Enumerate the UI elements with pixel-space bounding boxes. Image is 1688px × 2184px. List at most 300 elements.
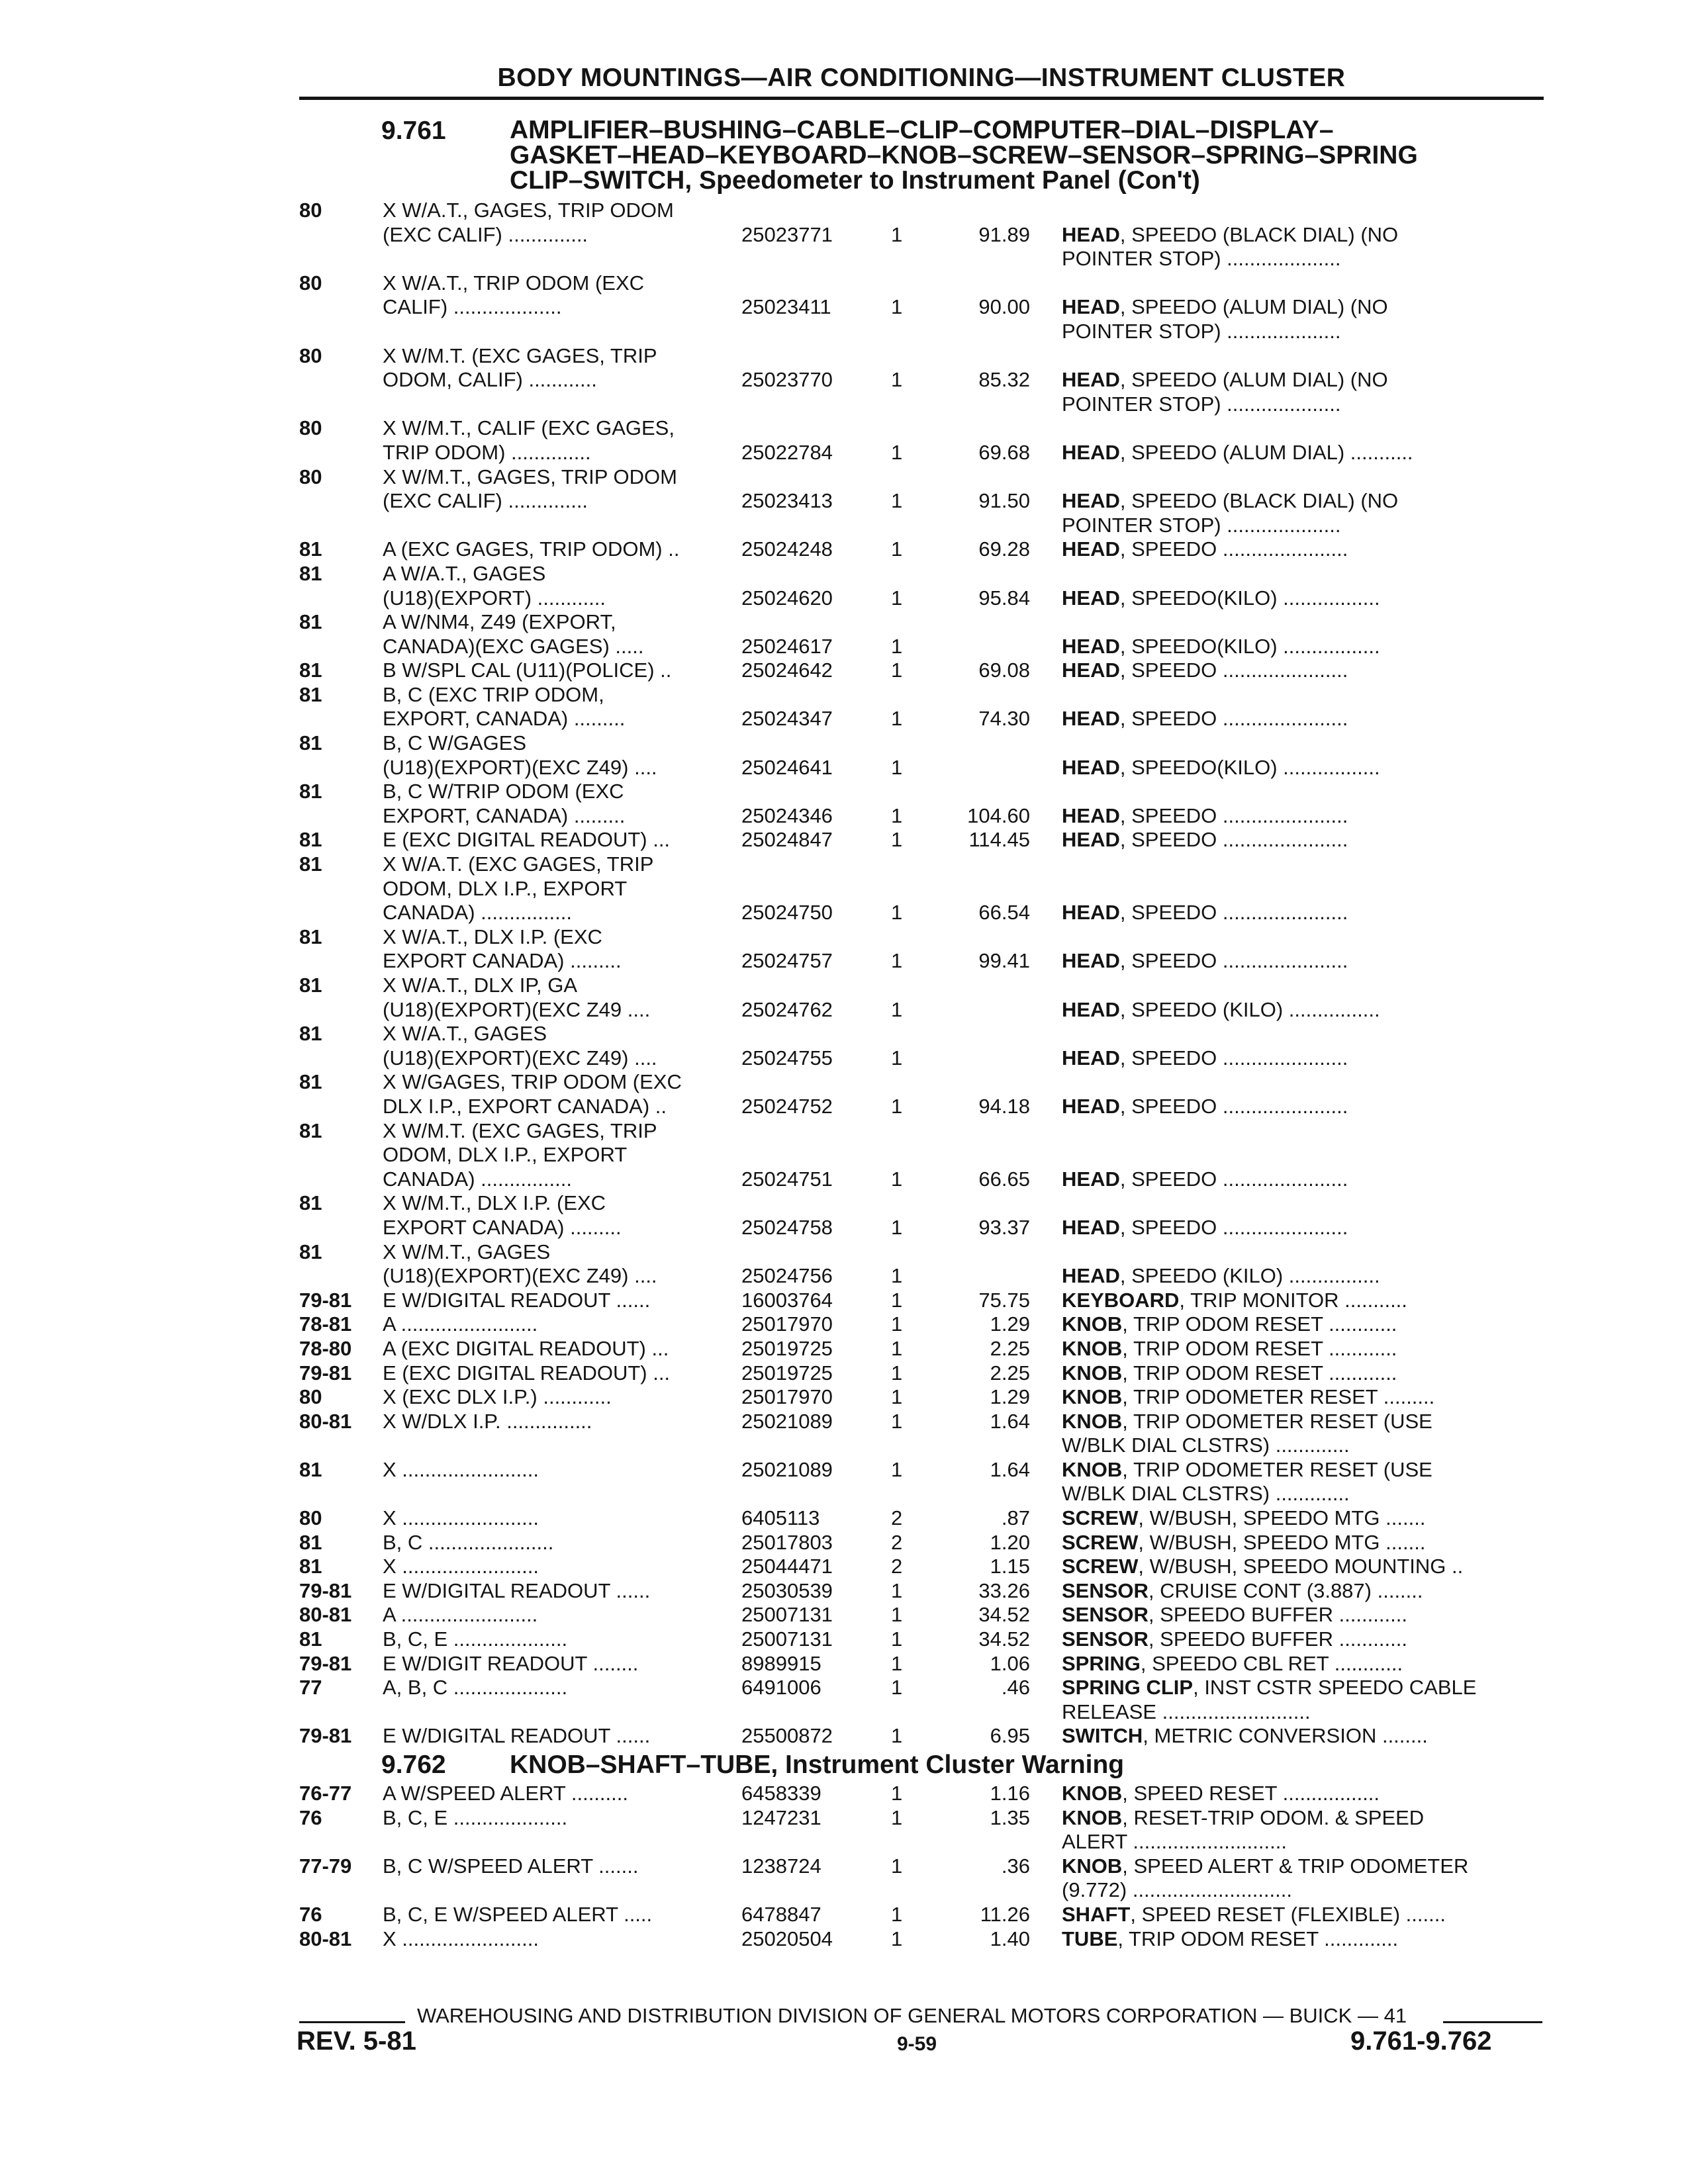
part-name-cell	[1062, 1652, 1541, 1676]
revision-label: REV. 5-81	[297, 2026, 416, 2056]
part-name-bold: SCREW	[1062, 1530, 1139, 1554]
price-cell: 1.64	[990, 1457, 1030, 1481]
part-name-bold: SENSOR	[1062, 1578, 1149, 1602]
section-title-line3: CLIP–SWITCH, Speedometer to Instrument Panel (Con't)	[510, 166, 1200, 195]
page-header: BODY MOUNTINGS—AIR CONDITIONING—INSTRUMENT CLUSTER	[497, 64, 1346, 92]
table-row	[0, 1240, 1688, 1265]
part-name-cell	[1062, 1506, 1541, 1531]
part-number-cell: 25024762	[741, 997, 833, 1021]
description-cell: E (EXC DIGITAL READOUT) ...	[383, 828, 671, 852]
table-row	[0, 1289, 1688, 1313]
part-name-cell	[1062, 1361, 1541, 1386]
table-row	[0, 1264, 1688, 1289]
part-name-bold: HEAD	[1062, 755, 1120, 779]
part-name-text: , W/BUSH, SPEEDO MTG .......	[1138, 1530, 1426, 1554]
part-name-text: , SPEEDO(KILO) .................	[1119, 586, 1380, 610]
quantity-cell: 2	[891, 1530, 903, 1554]
table-row	[0, 731, 1688, 756]
part-name-text: , SPEEDO (KILO) ................	[1119, 1264, 1380, 1288]
quantity-cell: 1	[891, 586, 903, 610]
part-number-cell: 25030539	[741, 1578, 833, 1602]
part-name-bold: TUBE	[1062, 1927, 1118, 1950]
description-cell: X W/M.T., GAGES	[383, 1240, 551, 1263]
table-row	[0, 1482, 1688, 1506]
table-row	[0, 465, 1688, 490]
quantity-cell: 1	[891, 1046, 903, 1069]
part-name-text: , TRIP ODOM RESET ............	[1122, 1361, 1397, 1385]
part-name-bold: HEAD	[1062, 1046, 1120, 1069]
description-cell: B, C, E W/SPEED ALERT .....	[383, 1902, 653, 1926]
table-row	[0, 925, 1688, 950]
part-name-text: , W/BUSH, SPEEDO MTG .......	[1138, 1506, 1426, 1530]
table-row	[0, 1216, 1688, 1240]
part-name-bold: HEAD	[1062, 537, 1120, 561]
part-number-cell: 25007131	[741, 1627, 833, 1651]
price-cell: 95.84	[978, 586, 1030, 610]
part-name-bold: HEAD	[1062, 1264, 1120, 1288]
price-cell: 1.16	[990, 1782, 1030, 1805]
table-row	[0, 489, 1688, 514]
table-row	[0, 1603, 1688, 1627]
table-row	[0, 1627, 1688, 1652]
year-cell: 77-79	[299, 1854, 352, 1878]
table-row	[0, 199, 1688, 223]
price-cell: 114.45	[968, 828, 1030, 852]
description-cell: EXPORT, CANADA) .........	[383, 803, 626, 827]
table-row	[0, 756, 1688, 780]
part-name-text: , SPEED ALERT & TRIP ODOMETER	[1122, 1854, 1469, 1878]
table-row	[0, 1070, 1688, 1095]
quantity-cell: 1	[891, 1676, 903, 1700]
price-cell: 74.30	[978, 707, 1030, 731]
table-row	[0, 1167, 1688, 1192]
part-name-cell	[1062, 1903, 1541, 1927]
quantity-cell: 1	[891, 755, 903, 779]
price-cell: 2.25	[990, 1336, 1030, 1360]
part-name-bold: HEAD	[1062, 295, 1120, 319]
year-cell: 80	[299, 416, 322, 440]
price-cell: 85.32	[978, 368, 1030, 392]
description-cell: X W/M.T., DLX I.P. (EXC	[383, 1191, 606, 1215]
description-cell: X W/DLX I.P. ...............	[383, 1409, 592, 1433]
table-row	[0, 828, 1688, 852]
description-cell: (U18)(EXPORT) ............	[383, 586, 606, 610]
year-cell: 81	[299, 828, 322, 852]
section-title-line2: GASKET–HEAD–KEYBOARD–KNOB–SCREW–SENSOR–SPRING–SPRING	[510, 141, 1418, 169]
part-name-cell	[1062, 392, 1541, 417]
table-row	[0, 344, 1688, 369]
price-cell: .87	[1001, 1506, 1030, 1530]
description-cell: EXPORT, CANADA) .........	[383, 707, 626, 731]
part-name-bold: HEAD	[1062, 901, 1120, 925]
part-name-cell	[1062, 1724, 1541, 1749]
year-cell: 80-81	[299, 1409, 352, 1433]
description-cell: E W/DIGIT READOUT ........	[383, 1651, 639, 1675]
table-row	[0, 586, 1688, 611]
part-name-text: , SPEEDO ......................	[1119, 1046, 1348, 1069]
description-cell: ODOM, DLX I.P., EXPORT	[383, 1143, 628, 1167]
description-cell: A (EXC DIGITAL READOUT) ...	[383, 1336, 669, 1360]
part-number-cell: 25024756	[741, 1264, 833, 1288]
table-row	[0, 1700, 1688, 1725]
description-cell: (EXC CALIF) ..............	[383, 489, 588, 513]
part-name-text: POINTER STOP) ....................	[1062, 247, 1341, 271]
part-name-text: , SPEEDO (BLACK DIAL) (NO	[1119, 489, 1399, 513]
part-name-text: , TRIP ODOM RESET .............	[1117, 1927, 1399, 1950]
part-name-cell	[1062, 247, 1541, 271]
part-name-bold: HEAD	[1062, 586, 1120, 610]
description-cell: X W/A.T. (EXC GAGES, TRIP	[383, 852, 654, 876]
part-name-bold: HEAD	[1062, 1167, 1120, 1191]
table-row	[0, 1724, 1688, 1749]
part-name-cell	[1062, 295, 1541, 320]
part-number-cell: 1238724	[741, 1854, 821, 1878]
description-cell: (U18)(EXPORT)(EXC Z49) ....	[383, 1264, 657, 1288]
table-row	[0, 223, 1688, 248]
part-name-cell	[1062, 1410, 1541, 1434]
quantity-cell: 1	[891, 1288, 903, 1312]
quantity-cell: 1	[891, 1312, 903, 1336]
quantity-cell: 1	[891, 1603, 903, 1627]
part-name-text: , SPEEDO (ALUM DIAL) (NO	[1119, 368, 1388, 392]
year-cell: 80	[299, 1385, 322, 1409]
part-name-text: , SPEEDO ......................	[1119, 1167, 1348, 1191]
part-name-cell	[1062, 1337, 1541, 1361]
part-name-text: , SPEEDO ......................	[1119, 803, 1348, 827]
part-name-bold: HEAD	[1062, 1215, 1120, 1239]
price-cell: .36	[1001, 1854, 1030, 1878]
part-name-bold: HEAD	[1062, 634, 1120, 658]
table-row	[0, 1361, 1688, 1386]
description-cell: X W/A.T., DLX I.P. (EXC	[383, 925, 602, 948]
part-name-cell	[1062, 1385, 1541, 1410]
price-cell: 66.54	[978, 901, 1030, 925]
part-name-text: , SPEEDO ......................	[1119, 901, 1348, 925]
section2-title: KNOB–SHAFT–TUBE, Instrument Cluster Warning	[510, 1751, 1125, 1779]
description-cell: CANADA) ................	[383, 901, 572, 925]
year-cell: 81	[299, 1627, 322, 1651]
part-name-cell	[1062, 489, 1541, 514]
part-number-cell: 25023411	[741, 295, 831, 319]
quantity-cell: 1	[891, 1651, 903, 1675]
part-name-cell	[1062, 1700, 1541, 1725]
description-cell: A ........................	[383, 1312, 538, 1336]
year-cell: 80	[299, 199, 322, 222]
description-cell: X W/GAGES, TRIP ODOM (EXC	[383, 1070, 682, 1094]
part-name-cell	[1062, 1046, 1541, 1071]
part-name-bold: KNOB	[1062, 1805, 1123, 1829]
part-name-text: , SPEEDO (ALUM DIAL) ...........	[1119, 440, 1413, 464]
description-cell: B W/SPL CAL (U11)(POLICE) ..	[383, 659, 672, 682]
description-cell: B, C (EXC TRIP ODOM,	[383, 682, 604, 706]
part-number-cell: 25017970	[741, 1385, 833, 1409]
table-row	[0, 1410, 1688, 1434]
year-cell: 76-77	[299, 1782, 352, 1805]
part-name-bold: KNOB	[1062, 1782, 1123, 1805]
part-name-cell	[1062, 1878, 1541, 1903]
part-name-text: , SPEEDO ......................	[1119, 537, 1348, 561]
part-name-cell	[1062, 1854, 1541, 1879]
part-name-bold: KNOB	[1062, 1409, 1123, 1433]
part-name-cell	[1062, 1264, 1541, 1289]
part-name-bold: HEAD	[1062, 949, 1120, 973]
table-row	[0, 1506, 1688, 1531]
quantity-cell: 1	[891, 1264, 903, 1288]
part-name-text: , TRIP ODOM RESET ............	[1122, 1336, 1397, 1360]
description-cell: B, C W/SPEED ALERT .......	[383, 1854, 639, 1878]
table-row	[0, 1143, 1688, 1167]
table-row	[0, 1385, 1688, 1410]
part-name-cell	[1062, 537, 1541, 562]
year-cell: 79-81	[299, 1724, 352, 1748]
part-number-cell: 25023413	[741, 489, 833, 513]
part-name-cell	[1062, 1627, 1541, 1652]
part-name-cell	[1062, 586, 1541, 611]
table-row	[0, 1579, 1688, 1604]
year-cell: 81	[299, 1457, 322, 1481]
part-name-text: W/BLK DIAL CLSTRS) .............	[1062, 1482, 1350, 1506]
part-name-text: , SPEEDO ......................	[1119, 949, 1348, 973]
part-name-text: (9.772) ............................	[1062, 1878, 1292, 1902]
section-range: 9.761-9.762	[1350, 2026, 1492, 2056]
year-cell: 79-81	[299, 1651, 352, 1675]
part-name-cell	[1062, 1676, 1541, 1700]
table-row	[0, 877, 1688, 901]
part-name-text: , TRIP MONITOR ...........	[1179, 1288, 1407, 1312]
description-cell: A W/A.T., GAGES	[383, 561, 546, 585]
price-cell: 1.64	[990, 1409, 1030, 1433]
table-row	[0, 974, 1688, 998]
description-cell: B, C, E ....................	[383, 1627, 568, 1651]
quantity-cell: 1	[891, 1724, 903, 1748]
price-cell: 91.89	[978, 222, 1030, 246]
part-number-cell: 25017970	[741, 1312, 833, 1336]
section2-heading	[0, 1749, 1688, 1782]
price-cell: 34.52	[978, 1603, 1030, 1627]
quantity-cell: 2	[891, 1555, 903, 1578]
description-cell: X ........................	[383, 1555, 539, 1578]
year-cell: 81	[299, 561, 322, 585]
part-name-text: POINTER STOP) ....................	[1062, 392, 1341, 416]
description-cell: E (EXC DIGITAL READOUT) ...	[383, 1361, 671, 1385]
quantity-cell: 1	[891, 1927, 903, 1950]
part-name-text: , SPEED RESET .................	[1122, 1782, 1380, 1805]
part-number-cell: 25021089	[741, 1457, 833, 1481]
year-cell: 81	[299, 1530, 322, 1554]
year-cell: 80	[299, 343, 322, 367]
description-cell: X W/M.T. (EXC GAGES, TRIP	[383, 343, 657, 367]
part-number-cell: 16003764	[741, 1288, 833, 1312]
table-row	[0, 441, 1688, 465]
description-cell: X W/A.T., DLX IP, GA	[383, 974, 578, 997]
price-cell: 66.65	[978, 1167, 1030, 1191]
quantity-cell: 1	[891, 949, 903, 973]
part-name-bold: SENSOR	[1062, 1627, 1149, 1651]
description-cell: E W/DIGITAL READOUT ......	[383, 1724, 651, 1748]
price-cell: 75.75	[978, 1288, 1030, 1312]
description-cell: (EXC CALIF) ..............	[383, 222, 588, 246]
quantity-cell: 1	[891, 1361, 903, 1385]
price-cell: 33.26	[978, 1578, 1030, 1602]
year-cell: 81	[299, 1022, 322, 1046]
quantity-cell: 1	[891, 828, 903, 852]
table-row	[0, 852, 1688, 877]
description-cell: X W/A.T., GAGES, TRIP ODOM	[383, 199, 674, 222]
table-row	[0, 1854, 1688, 1879]
table-row	[0, 320, 1688, 344]
part-name-bold: HEAD	[1062, 368, 1120, 392]
description-cell: CANADA)(EXC GAGES) .....	[383, 634, 644, 658]
year-cell: 81	[299, 537, 322, 561]
part-name-cell	[1062, 949, 1541, 974]
description-cell: E W/DIGITAL READOUT ......	[383, 1578, 651, 1602]
quantity-cell: 1	[891, 634, 903, 658]
part-name-cell	[1062, 1927, 1541, 1952]
year-cell: 78-81	[299, 1312, 352, 1336]
year-cell: 79-81	[299, 1361, 352, 1385]
part-name-text: , INST CSTR SPEEDO CABLE	[1193, 1676, 1477, 1700]
part-name-text: RELEASE ..........................	[1062, 1700, 1311, 1723]
description-cell: E W/DIGITAL READOUT ......	[383, 1288, 651, 1312]
description-cell: X ........................	[383, 1506, 539, 1530]
part-name-bold: SPRING CLIP	[1062, 1676, 1194, 1700]
table-row	[0, 271, 1688, 296]
year-cell: 81	[299, 974, 322, 997]
year-cell: 80	[299, 271, 322, 295]
quantity-cell: 1	[891, 1782, 903, 1805]
part-number-cell: 1247231	[741, 1805, 821, 1829]
price-cell: 34.52	[978, 1627, 1030, 1651]
part-name-text: POINTER STOP) ....................	[1062, 319, 1341, 343]
quantity-cell: 1	[891, 440, 903, 464]
part-name-cell	[1062, 1531, 1541, 1555]
part-number-cell: 25024347	[741, 707, 833, 731]
table-row	[0, 1312, 1688, 1337]
quantity-cell: 1	[891, 295, 903, 319]
price-cell: 1.40	[990, 1927, 1030, 1950]
part-name-text: , SPEEDO ......................	[1119, 707, 1348, 731]
table-row	[0, 707, 1688, 731]
price-cell: 93.37	[978, 1215, 1030, 1239]
price-cell: 1.20	[990, 1530, 1030, 1554]
quantity-cell: 1	[891, 1167, 903, 1191]
part-name-text: , TRIP ODOMETER RESET .........	[1122, 1385, 1435, 1409]
table-row	[0, 537, 1688, 562]
table-row	[0, 901, 1688, 925]
table-row	[0, 1337, 1688, 1361]
description-cell: X W/M.T., CALIF (EXC GAGES,	[383, 416, 675, 440]
part-name-text: , SPEED RESET (FLEXIBLE) .......	[1130, 1902, 1446, 1926]
part-name-bold: SWITCH	[1062, 1724, 1143, 1748]
description-cell: A ........................	[383, 1603, 538, 1627]
part-number-cell: 25044471	[741, 1555, 833, 1578]
price-cell: 1.29	[990, 1312, 1030, 1336]
part-number-cell: 25024750	[741, 901, 833, 925]
description-cell: B, C W/GAGES	[383, 731, 527, 755]
table-row	[0, 1531, 1688, 1555]
table-row	[0, 610, 1688, 635]
part-number-cell: 25024346	[741, 803, 833, 827]
description-cell: (U18)(EXPORT)(EXC Z49 ....	[383, 997, 651, 1021]
description-cell: X W/M.T., GAGES, TRIP ODOM	[383, 465, 677, 488]
description-cell: X W/M.T. (EXC GAGES, TRIP	[383, 1118, 657, 1142]
part-name-text: , TRIP ODOMETER RESET (USE	[1122, 1457, 1432, 1481]
table-row	[0, 1458, 1688, 1482]
table-row	[0, 998, 1688, 1023]
table-row	[0, 562, 1688, 586]
part-name-bold: KNOB	[1062, 1385, 1123, 1409]
description-cell: CALIF) ...................	[383, 295, 562, 319]
part-name-text: , W/BUSH, SPEEDO MOUNTING ..	[1138, 1555, 1464, 1578]
year-cell: 78-80	[299, 1336, 352, 1360]
section2-number: 9.762	[381, 1751, 446, 1779]
part-number-cell: 6458339	[741, 1782, 821, 1805]
description-cell: X ........................	[383, 1457, 539, 1481]
price-cell: 1.06	[990, 1651, 1030, 1675]
part-name-text: POINTER STOP) ....................	[1062, 513, 1341, 537]
quantity-cell: 1	[891, 1215, 903, 1239]
part-name-cell	[1062, 707, 1541, 731]
table-row	[0, 1095, 1688, 1119]
price-cell: 1.35	[990, 1805, 1030, 1829]
footer-rule-right	[1443, 2021, 1542, 2023]
part-name-bold: KNOB	[1062, 1854, 1123, 1878]
table-row	[0, 1782, 1688, 1806]
table-row	[0, 1806, 1688, 1831]
part-name-bold: KNOB	[1062, 1312, 1123, 1336]
quantity-cell: 1	[891, 1094, 903, 1118]
year-cell: 81	[299, 659, 322, 682]
description-cell: TRIP ODOM) ..............	[383, 440, 591, 464]
table-row	[0, 1903, 1688, 1927]
part-number-cell: 25024751	[741, 1167, 833, 1191]
footer-text: WAREHOUSING AND DISTRIBUTION DIVISION OF GENERAL MOTORS CORPORATION — BUICK — 41	[417, 2004, 1407, 2027]
part-name-cell	[1062, 635, 1541, 659]
part-name-text: , TRIP ODOMETER RESET (USE	[1122, 1409, 1432, 1433]
description-cell: (U18)(EXPORT)(EXC Z49) ....	[383, 1046, 657, 1069]
table-row	[0, 1046, 1688, 1071]
part-name-text: , SPEEDO ......................	[1119, 828, 1348, 852]
quantity-cell: 1	[891, 1902, 903, 1926]
header-rule	[299, 97, 1544, 100]
part-number-cell: 25024642	[741, 659, 833, 682]
part-number-cell: 25022784	[741, 440, 833, 464]
part-name-text: , SPEEDO BUFFER ............	[1148, 1627, 1407, 1651]
part-name-bold: SCREW	[1062, 1555, 1139, 1578]
part-name-cell	[1062, 1458, 1541, 1482]
quantity-cell: 1	[891, 1385, 903, 1409]
year-cell: 79-81	[299, 1288, 352, 1312]
part-number-cell: 25024847	[741, 828, 833, 852]
year-cell: 76	[299, 1902, 322, 1926]
part-name-cell	[1062, 659, 1541, 683]
table-row	[0, 1652, 1688, 1676]
description-cell: ODOM, CALIF) ............	[383, 368, 597, 392]
quantity-cell: 1	[891, 1627, 903, 1651]
price-cell: 91.50	[978, 489, 1030, 513]
year-cell: 80-81	[299, 1927, 352, 1950]
part-name-bold: SPRING	[1062, 1651, 1141, 1675]
part-name-bold: KNOB	[1062, 1361, 1123, 1385]
price-cell: 69.68	[978, 440, 1030, 464]
part-name-bold: KEYBOARD	[1062, 1288, 1180, 1312]
part-name-cell	[1062, 1579, 1541, 1604]
part-name-cell	[1062, 1782, 1541, 1806]
table-row	[0, 683, 1688, 707]
part-name-text: , RESET-TRIP ODOM. & SPEED	[1122, 1805, 1425, 1829]
part-name-cell	[1062, 1830, 1541, 1854]
price-cell: 99.41	[978, 949, 1030, 973]
